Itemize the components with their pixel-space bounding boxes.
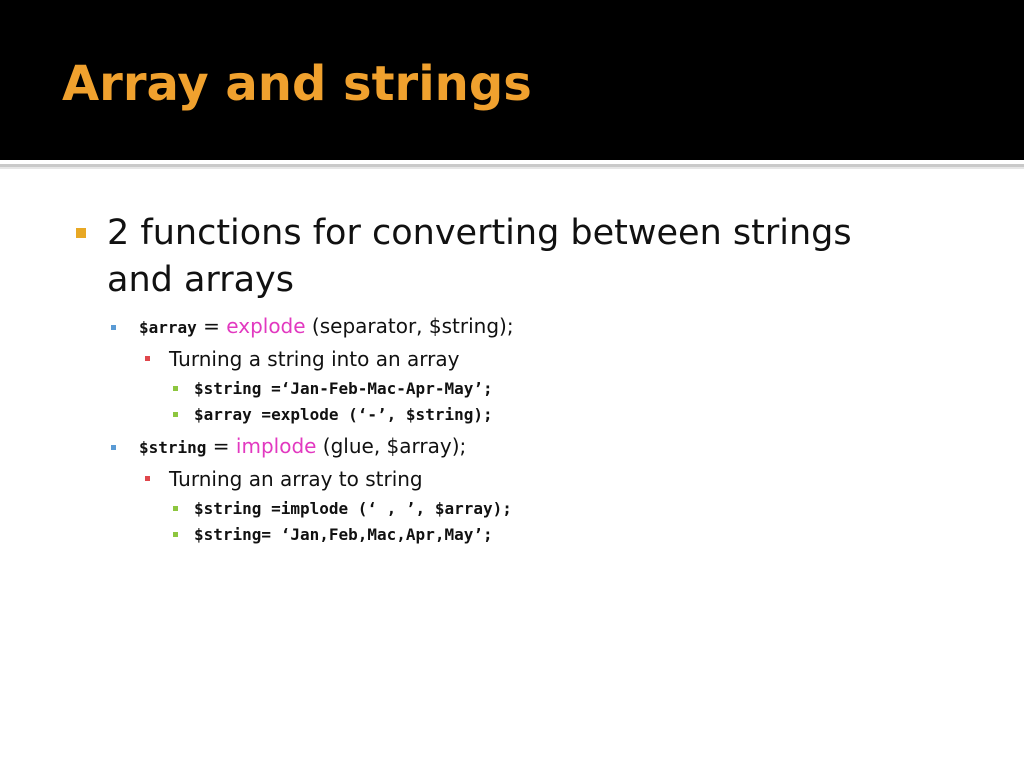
- bullet-square-icon: [173, 506, 178, 511]
- main-point-line-1: 2 functions for converting between strings: [107, 213, 852, 253]
- slide-title: Array and strings: [62, 56, 532, 112]
- bullet-square-icon: [173, 412, 178, 417]
- implode-equals: =: [206, 434, 236, 458]
- explode-var: $array: [139, 318, 197, 337]
- implode-args: (glue, $array);: [316, 434, 467, 458]
- bullet-square-icon: [145, 356, 150, 361]
- bullet-square-icon: [76, 228, 86, 238]
- explode-syntax: [139, 314, 514, 338]
- implode-function: implode: [235, 434, 317, 458]
- bullet-square-icon: [173, 532, 178, 537]
- explode-args: (separator, $string);: [305, 314, 514, 338]
- explode-example-2: $array =explode (‘-’, $string);: [194, 405, 493, 424]
- implode-example-2: $string= ‘Jan,Feb,Mac,Apr,May’;: [194, 525, 493, 544]
- bullet-square-icon: [111, 445, 116, 450]
- bullet-square-icon: [173, 386, 178, 391]
- bullet-square-icon: [111, 325, 116, 330]
- explode-example-1: $string =‘Jan-Feb-Mac-Apr-May’;: [194, 379, 493, 398]
- implode-example-1: $string =implode (‘ , ’, $array);: [194, 499, 512, 518]
- explode-function: explode: [226, 314, 306, 338]
- explode-description: Turning a string into an array: [169, 347, 460, 371]
- implode-syntax: [139, 434, 466, 458]
- implode-var: $string: [139, 438, 207, 457]
- bullet-square-icon: [145, 476, 150, 481]
- explode-equals: =: [196, 314, 227, 338]
- implode-description: Turning an array to string: [169, 467, 423, 491]
- main-point-line-2: and arrays: [107, 260, 294, 300]
